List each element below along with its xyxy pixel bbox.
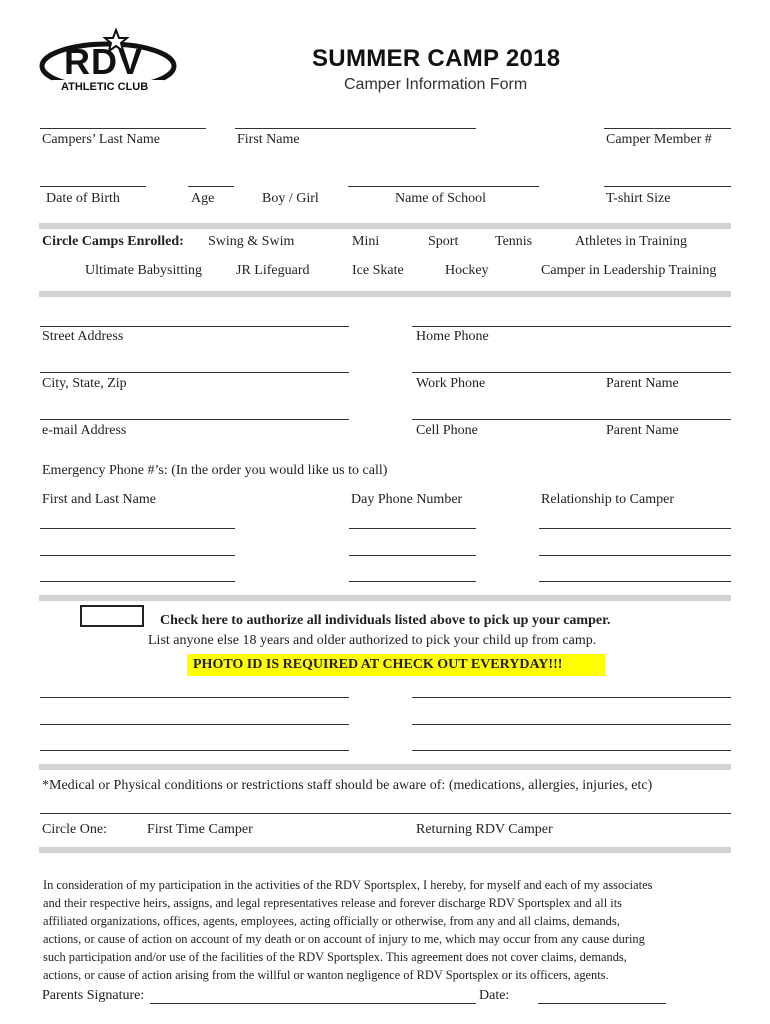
home-phone-label: Home Phone bbox=[416, 329, 489, 344]
emergency-phone-line[interactable] bbox=[349, 528, 476, 529]
emergency-name-line[interactable] bbox=[40, 581, 235, 582]
city-label: City, State, Zip bbox=[42, 376, 127, 391]
emergency-col-phone: Day Phone Number bbox=[351, 492, 463, 507]
parents-signature-label: Parents Signature: bbox=[42, 988, 145, 1003]
camp-option[interactable]: Tennis bbox=[495, 234, 533, 249]
circle-one-label: Circle One: bbox=[42, 822, 107, 837]
waiver-line: actions, or cause of action on account of my death or on account of injury to me, which may occur from any cause during bbox=[43, 932, 645, 946]
camp-option[interactable]: Sport bbox=[428, 234, 459, 249]
parent-name-label: Parent Name bbox=[606, 376, 679, 391]
authorized-list-text: List anyone else 18 years and older authorized to pick your child up from camp. bbox=[148, 633, 597, 648]
waiver-line: In consideration of my participation in the activities of the RDV Sportsplex, I hereby, for myself and each of my associates bbox=[43, 878, 653, 892]
emergency-col-relationship: Relationship to Camper bbox=[541, 492, 674, 507]
authorize-checkbox[interactable] bbox=[80, 605, 144, 627]
page-subtitle: Camper Information Form bbox=[344, 76, 528, 93]
page-title: SUMMER CAMP 2018 bbox=[312, 45, 561, 72]
home-phone-line[interactable] bbox=[412, 326, 731, 327]
street-label: Street Address bbox=[42, 329, 124, 344]
first-name-line[interactable] bbox=[235, 128, 476, 129]
tshirt-line[interactable] bbox=[604, 186, 731, 187]
emergency-relationship-line[interactable] bbox=[539, 581, 731, 582]
first-name-label: First Name bbox=[237, 132, 300, 147]
dob-label: Date of Birth bbox=[46, 191, 120, 206]
school-line[interactable] bbox=[348, 186, 539, 187]
email-line[interactable] bbox=[40, 419, 349, 420]
member-number-line[interactable] bbox=[604, 128, 731, 129]
authorized-person-line[interactable] bbox=[412, 697, 731, 698]
work-phone-line[interactable] bbox=[412, 372, 731, 373]
authorized-person-line[interactable] bbox=[412, 724, 731, 725]
emergency-name-line[interactable] bbox=[40, 555, 235, 556]
waiver-paragraph bbox=[43, 876, 733, 984]
emergency-relationship-line[interactable] bbox=[539, 528, 731, 529]
school-label: Name of School bbox=[395, 191, 486, 206]
waiver-line: such participation and/or use of the facilities of the RDV Sportsplex. This agreement does not cover claims, demands, bbox=[43, 950, 627, 964]
work-phone-label: Work Phone bbox=[416, 376, 486, 391]
cell-phone-label: Cell Phone bbox=[416, 423, 478, 438]
emergency-relationship-line[interactable] bbox=[539, 555, 731, 556]
tshirt-label: T-shirt Size bbox=[606, 191, 671, 206]
age-label: Age bbox=[191, 191, 215, 206]
section-divider bbox=[39, 223, 731, 229]
date-line[interactable] bbox=[538, 1003, 666, 1004]
camp-option[interactable]: JR Lifeguard bbox=[236, 263, 310, 278]
camp-option[interactable]: Ice Skate bbox=[352, 263, 404, 278]
date-label: Date: bbox=[479, 988, 510, 1003]
signature-line[interactable] bbox=[150, 1003, 476, 1004]
section-divider bbox=[39, 764, 731, 770]
gender-label: Boy / Girl bbox=[262, 191, 319, 206]
section-divider bbox=[39, 595, 731, 601]
waiver-line: and their respective heirs, assigns, and legal representatives release and forever discharge RDV Sportsplex and all its bbox=[43, 896, 622, 910]
photo-id-text: PHOTO ID IS REQUIRED AT CHECK OUT EVERYDAY!!! bbox=[193, 657, 563, 672]
dob-line[interactable] bbox=[40, 186, 146, 187]
last-name-label: Campers’ Last Name bbox=[42, 132, 160, 147]
emergency-phone-line[interactable] bbox=[349, 555, 476, 556]
emergency-col-name: First and Last Name bbox=[42, 492, 156, 507]
logo-subtext: ATHLETIC CLUB bbox=[61, 81, 149, 93]
camp-option[interactable]: Athletes in Training bbox=[575, 234, 688, 249]
email-label: e-mail Address bbox=[42, 423, 127, 438]
member-number-label: Camper Member # bbox=[606, 132, 712, 147]
emergency-heading: Emergency Phone #’s: (In the order you would like us to call) bbox=[42, 463, 388, 478]
authorized-person-line[interactable] bbox=[40, 697, 349, 698]
returning-option[interactable]: Returning RDV Camper bbox=[416, 822, 553, 837]
first-time-option[interactable]: First Time Camper bbox=[147, 822, 253, 837]
section-divider bbox=[39, 291, 731, 297]
parent-name-label: Parent Name bbox=[606, 423, 679, 438]
authorized-person-line[interactable] bbox=[40, 724, 349, 725]
medical-text: *Medical or Physical conditions or restrictions staff should be aware of: (medications, allergies, injuries, etc) bbox=[42, 778, 653, 793]
age-line[interactable] bbox=[188, 186, 234, 187]
cell-phone-line[interactable] bbox=[412, 419, 731, 420]
camp-option[interactable]: Hockey bbox=[445, 263, 489, 278]
waiver-line: affiliated organizations, offices, agents, employees, acting officially or otherwise, from any and all claims, demands, bbox=[43, 914, 620, 928]
emergency-phone-line[interactable] bbox=[349, 581, 476, 582]
section-divider bbox=[39, 847, 731, 853]
camp-option[interactable]: Swing & Swim bbox=[208, 234, 295, 249]
waiver-line: actions, or cause of action arising from the willful or wanton negligence of RDV Sportsplex or its officers, agents. bbox=[43, 968, 609, 982]
photo-id-notice bbox=[187, 654, 605, 676]
emergency-name-line[interactable] bbox=[40, 528, 235, 529]
camp-option[interactable]: Camper in Leadership Training bbox=[541, 263, 717, 278]
medical-line[interactable] bbox=[40, 813, 731, 814]
authorized-person-line[interactable] bbox=[412, 750, 731, 751]
rdv-logo bbox=[38, 28, 178, 98]
city-line[interactable] bbox=[40, 372, 349, 373]
camp-option[interactable]: Mini bbox=[352, 234, 380, 249]
camps-label: Circle Camps Enrolled: bbox=[42, 234, 184, 249]
street-line[interactable] bbox=[40, 326, 349, 327]
last-name-line[interactable] bbox=[40, 128, 206, 129]
authorized-person-line[interactable] bbox=[40, 750, 349, 751]
logo-text: RDV bbox=[64, 41, 144, 82]
authorize-text: Check here to authorize all individuals listed above to pick up your camper. bbox=[160, 613, 611, 628]
camp-option[interactable]: Ultimate Babysitting bbox=[85, 263, 203, 278]
